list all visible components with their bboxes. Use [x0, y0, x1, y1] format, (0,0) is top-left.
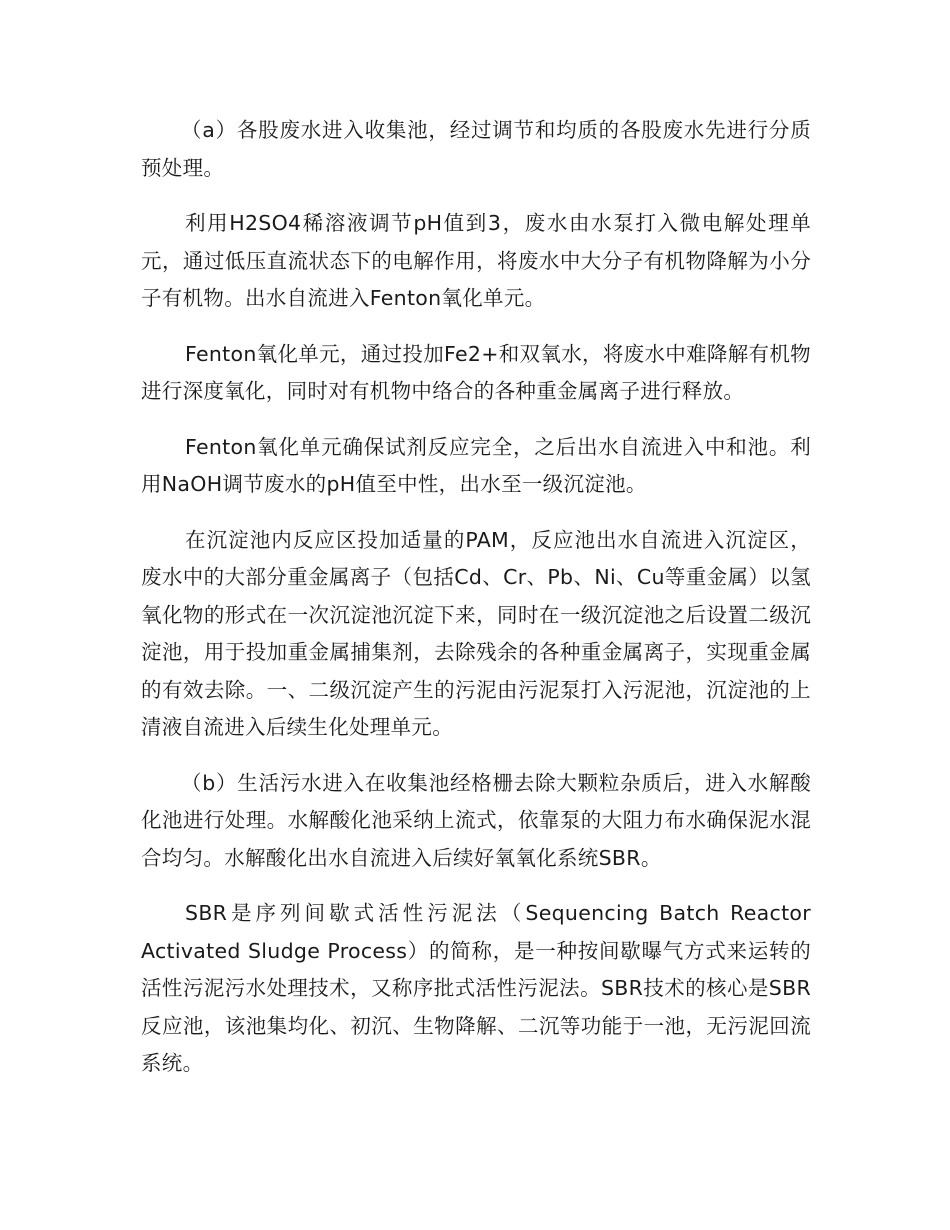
paragraph-neutralization: Fenton氧化单元确保试剂反应完全，之后出水自流进入中和池。利用NaOH调节废水的pH值至中性，出水至一级沉淀池。 — [141, 434, 811, 496]
paragraph-fenton-oxidation: Fenton氧化单元，通过投加Fe2+和双氧水，将废水中难降解有机物进行深度氧化，同时对有机物中络合的各种重金属离子进行释放。 — [141, 341, 811, 403]
document-body — [141, 112, 811, 1101]
paragraph-sedimentation: 在沉淀池内反应区投加适量的PAM，反应池出水自流进入沉淀区，废水中的大部分重金属离子（包括Cd、Cr、Pb、Ni、Cu等重金属）以氢氧化物的形式在一次沉淀池沉淀下来，同时在一级沉淀池之后设置二级沉淀池，用于投加重金属捕集剂，去除残余的各种重金属离子，实现重金属的有效去除。一、二级沉淀产生的污泥由污泥泵打入污泥池，沉淀池的上清液自流进入后续生化处理单元。 — [141, 527, 811, 739]
paragraph-micro-electrolysis: 利用H2SO4稀溶液调节pH值到3，废水由水泵打入微电解处理单元，通过低压直流状态下的电解作用，将废水中大分子有机物降解为小分子有机物。出水自流进入Fenton氧化单元。 — [141, 211, 811, 310]
paragraph-a-intro: （a）各股废水进入收集池，经过调节和均质的各股废水先进行分质预处理。 — [141, 118, 811, 180]
paragraph-b-domestic-sewage: （b）生活污水进入在收集池经格栅去除大颗粒杂质后，进入水解酸化池进行处理。水解酸化池采纳上流式，依靠泵的大阻力布水确保泥水混合均匀。水解酸化出水自流进入后续好氧氧化系统SBR。 — [141, 770, 811, 870]
paragraph-sbr: SBR是序列间歇式活性污泥法（Sequencing Batch Reactor Activated Sludge Process）的简称，是一种按间歇曝气方式来运转的活性污泥污水处理技术，又称序批式活性污泥法。SBR技术的核心是SBR反应池，该池集均化、初沉、生物降解、二沉等功能于一池，无污泥回流系统。 — [141, 901, 811, 1075]
